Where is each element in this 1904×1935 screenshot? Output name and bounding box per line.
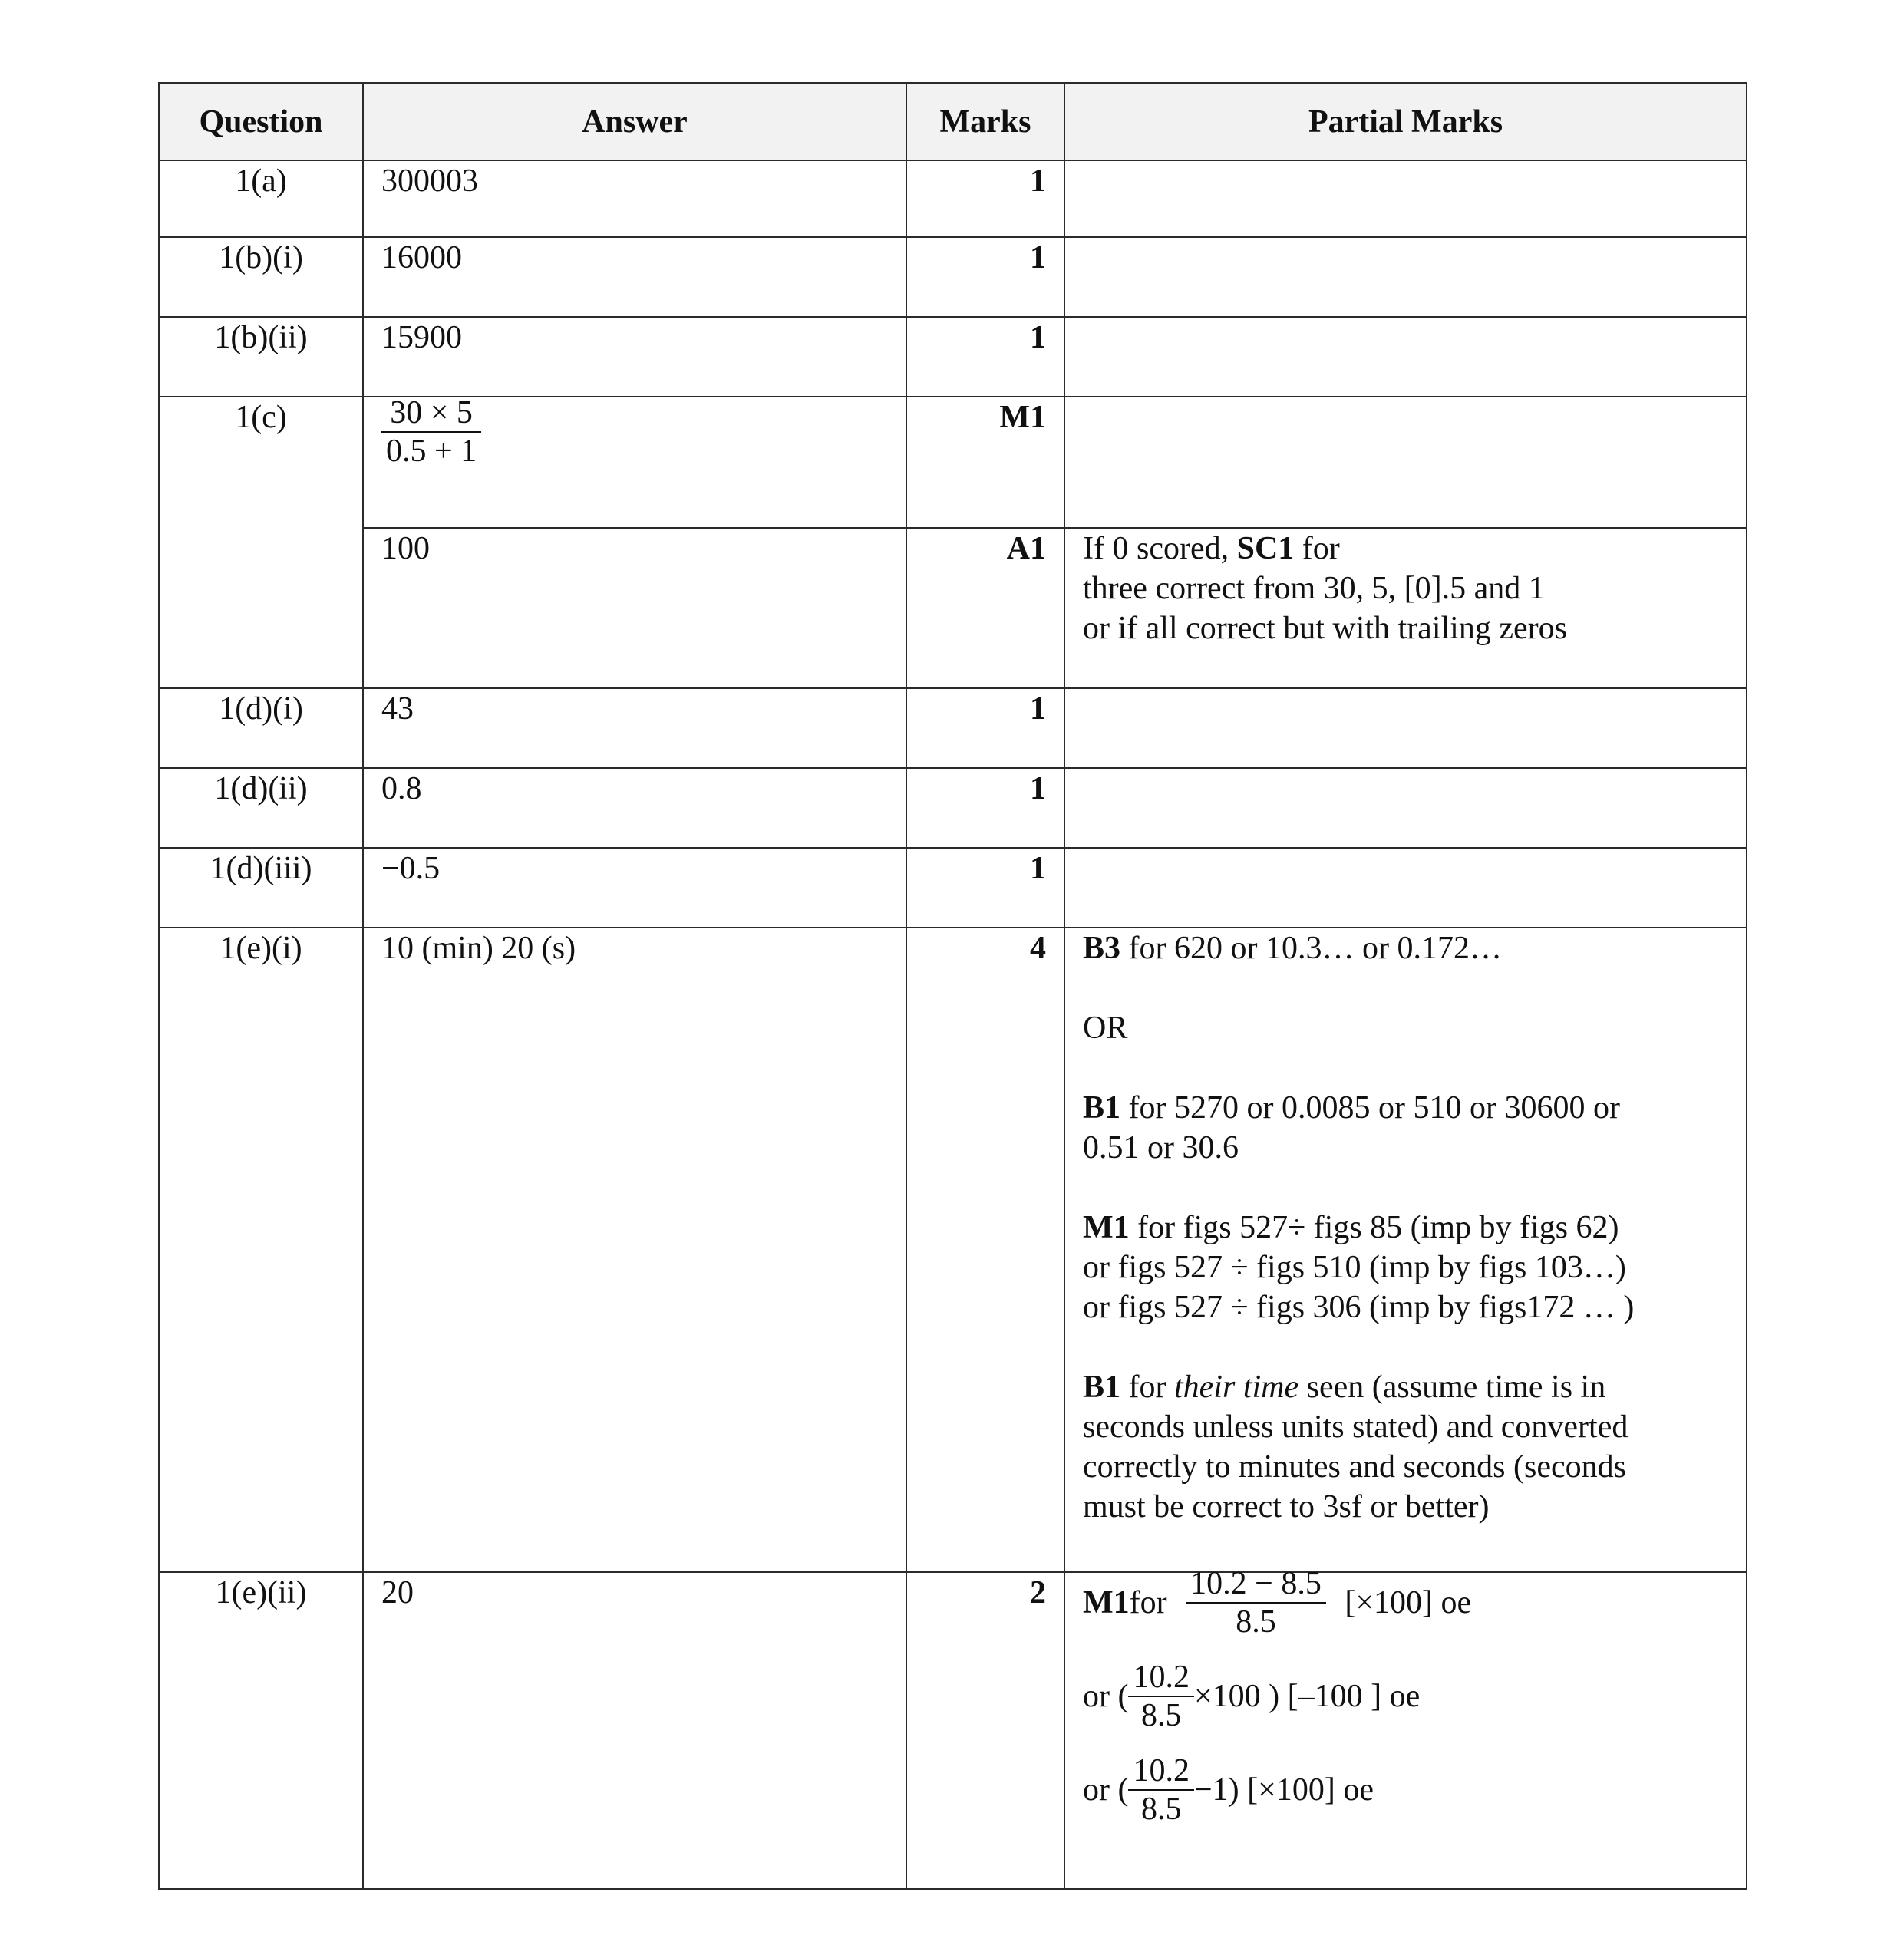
partial-line: [1083, 1565, 1728, 1659]
table-row: [159, 1572, 1747, 1889]
answer-cell: 20: [363, 1572, 906, 1889]
partial-marks-cell: [1064, 848, 1747, 928]
marks-cell: 1: [906, 317, 1064, 397]
italic-text: their time: [1174, 1370, 1299, 1405]
text: seen (assume time is in: [1298, 1370, 1606, 1405]
text: for 620 or 10.3… or 0.172…: [1120, 931, 1502, 966]
partial-line: OR: [1083, 1010, 1128, 1046]
partial-line: [1083, 928, 1728, 968]
answer-cell: [363, 397, 906, 528]
table-row: [159, 688, 1747, 768]
text: or (: [1083, 1772, 1129, 1808]
answer-cell: 300003: [363, 160, 906, 237]
question-cell: 1(d)(iii): [159, 848, 363, 928]
partial-line: correctly to minutes and seconds (seconds: [1083, 1449, 1626, 1485]
table-row: [159, 528, 1747, 688]
fraction-numerator: 30 × 5: [381, 394, 481, 433]
partial-line: [1083, 1752, 1728, 1846]
question-cell: 1(e)(i): [159, 928, 363, 1572]
fraction-denominator: 0.5 + 1: [386, 433, 477, 470]
text: If 0 scored,: [1083, 531, 1237, 566]
header-partial-marks: Partial Marks: [1064, 83, 1747, 160]
table-row: [159, 928, 1747, 1572]
question-cell: 1(b)(i): [159, 237, 363, 317]
header-answer: Answer: [363, 83, 906, 160]
fraction: [1128, 1752, 1194, 1828]
mark-code: SC1: [1236, 531, 1295, 566]
mark-scheme-table: [158, 82, 1747, 1890]
marks-cell: 1: [906, 768, 1064, 848]
spacer: [1083, 968, 1728, 1008]
table-row: [159, 768, 1747, 848]
partial-marks-cell: [1064, 528, 1747, 688]
text: −1) [×100] oe: [1193, 1772, 1374, 1808]
partial-marks-cell: [1064, 397, 1747, 528]
question-cell: 1(d)(i): [159, 688, 363, 768]
marks-cell: A1: [906, 528, 1064, 688]
answer-cell: 100: [363, 528, 906, 688]
question-cell: 1(c): [159, 397, 363, 688]
text: for 5270 or 0.0085 or 510 or 30600 or: [1120, 1090, 1620, 1126]
text: [×100] oe: [1345, 1585, 1472, 1621]
fraction-numerator: 10.2 − 8.5: [1186, 1565, 1326, 1604]
fraction-denominator: 8.5: [1140, 1698, 1182, 1734]
fraction-denominator: 8.5: [1140, 1792, 1182, 1828]
marks-cell: 1: [906, 160, 1064, 237]
partial-line: [1083, 529, 1728, 569]
partial-line: or if all correct but with trailing zeros: [1083, 611, 1567, 646]
fraction-numerator: 10.2: [1128, 1659, 1194, 1697]
partial-line: must be correct to 3sf or better): [1083, 1489, 1490, 1525]
partial-line: or figs 527 ÷ figs 306 (imp by figs172 … ): [1083, 1290, 1635, 1325]
table-row: [159, 848, 1747, 928]
text: ×100 ) [–100 ] oe: [1193, 1679, 1421, 1715]
table-row: [159, 160, 1747, 237]
partial-marks-cell: [1064, 928, 1747, 1572]
mark-code: M1: [1083, 1210, 1130, 1245]
question-cell: 1(d)(ii): [159, 768, 363, 848]
spacer: [1083, 1327, 1728, 1367]
partial-line: [1083, 1088, 1728, 1128]
fraction: [1128, 1659, 1194, 1735]
question-cell: 1(b)(ii): [159, 317, 363, 397]
marks-cell: 2: [906, 1572, 1064, 1889]
partial-marks-cell: [1064, 317, 1747, 397]
partial-line: [1083, 1659, 1728, 1752]
answer-cell: −0.5: [363, 848, 906, 928]
partial-marks-cell: [1064, 1566, 1747, 1889]
partial-marks-cell: [1064, 160, 1747, 237]
answer-cell: 10 (min) 20 (s): [363, 928, 906, 1572]
partial-marks-cell: [1064, 237, 1747, 317]
fraction: [1186, 1565, 1326, 1641]
mark-code: B1: [1083, 1370, 1121, 1405]
partial-line: three correct from 30, 5, [0].5 and 1: [1083, 571, 1545, 606]
partial-marks-cell: [1064, 688, 1747, 768]
answer-cell: 0.8: [363, 768, 906, 848]
answer-cell: 16000: [363, 237, 906, 317]
table-row: [159, 397, 1747, 528]
mark-code: M1: [1083, 1585, 1130, 1621]
mark-code: B3: [1083, 931, 1121, 966]
text: for: [1120, 1370, 1174, 1405]
fraction-numerator: 10.2: [1128, 1752, 1194, 1791]
spacer: [1083, 1168, 1728, 1208]
table-row: [159, 237, 1747, 317]
header-marks: Marks: [906, 83, 1064, 160]
answer-cell: 15900: [363, 317, 906, 397]
fraction-denominator: 8.5: [1236, 1604, 1276, 1640]
fraction: [381, 394, 481, 470]
partial-marks-cell: [1064, 768, 1747, 848]
text: for: [1129, 1585, 1167, 1621]
text: or (: [1083, 1679, 1129, 1715]
text: for figs 527÷ figs 85 (imp by figs 62): [1129, 1210, 1619, 1245]
partial-line: 0.51 or 30.6: [1083, 1130, 1239, 1165]
partial-line: or figs 527 ÷ figs 510 (imp by figs 103…): [1083, 1250, 1626, 1285]
partial-line: seconds unless units stated) and converted: [1083, 1409, 1628, 1445]
marks-cell: 1: [906, 237, 1064, 317]
partial-line: [1083, 1367, 1728, 1407]
marks-cell: 1: [906, 848, 1064, 928]
mark-code: B1: [1083, 1090, 1121, 1126]
header-row: [159, 83, 1747, 160]
question-cell: 1(e)(ii): [159, 1572, 363, 1889]
text: for: [1294, 531, 1340, 566]
question-cell: 1(a): [159, 160, 363, 237]
header-question: Question: [159, 83, 363, 160]
marks-cell: M1: [906, 397, 1064, 528]
marks-cell: 4: [906, 928, 1064, 1572]
table-row: [159, 317, 1747, 397]
spacer: [1083, 1048, 1728, 1088]
marks-cell: 1: [906, 688, 1064, 768]
answer-cell: 43: [363, 688, 906, 768]
partial-line: [1083, 1208, 1728, 1248]
